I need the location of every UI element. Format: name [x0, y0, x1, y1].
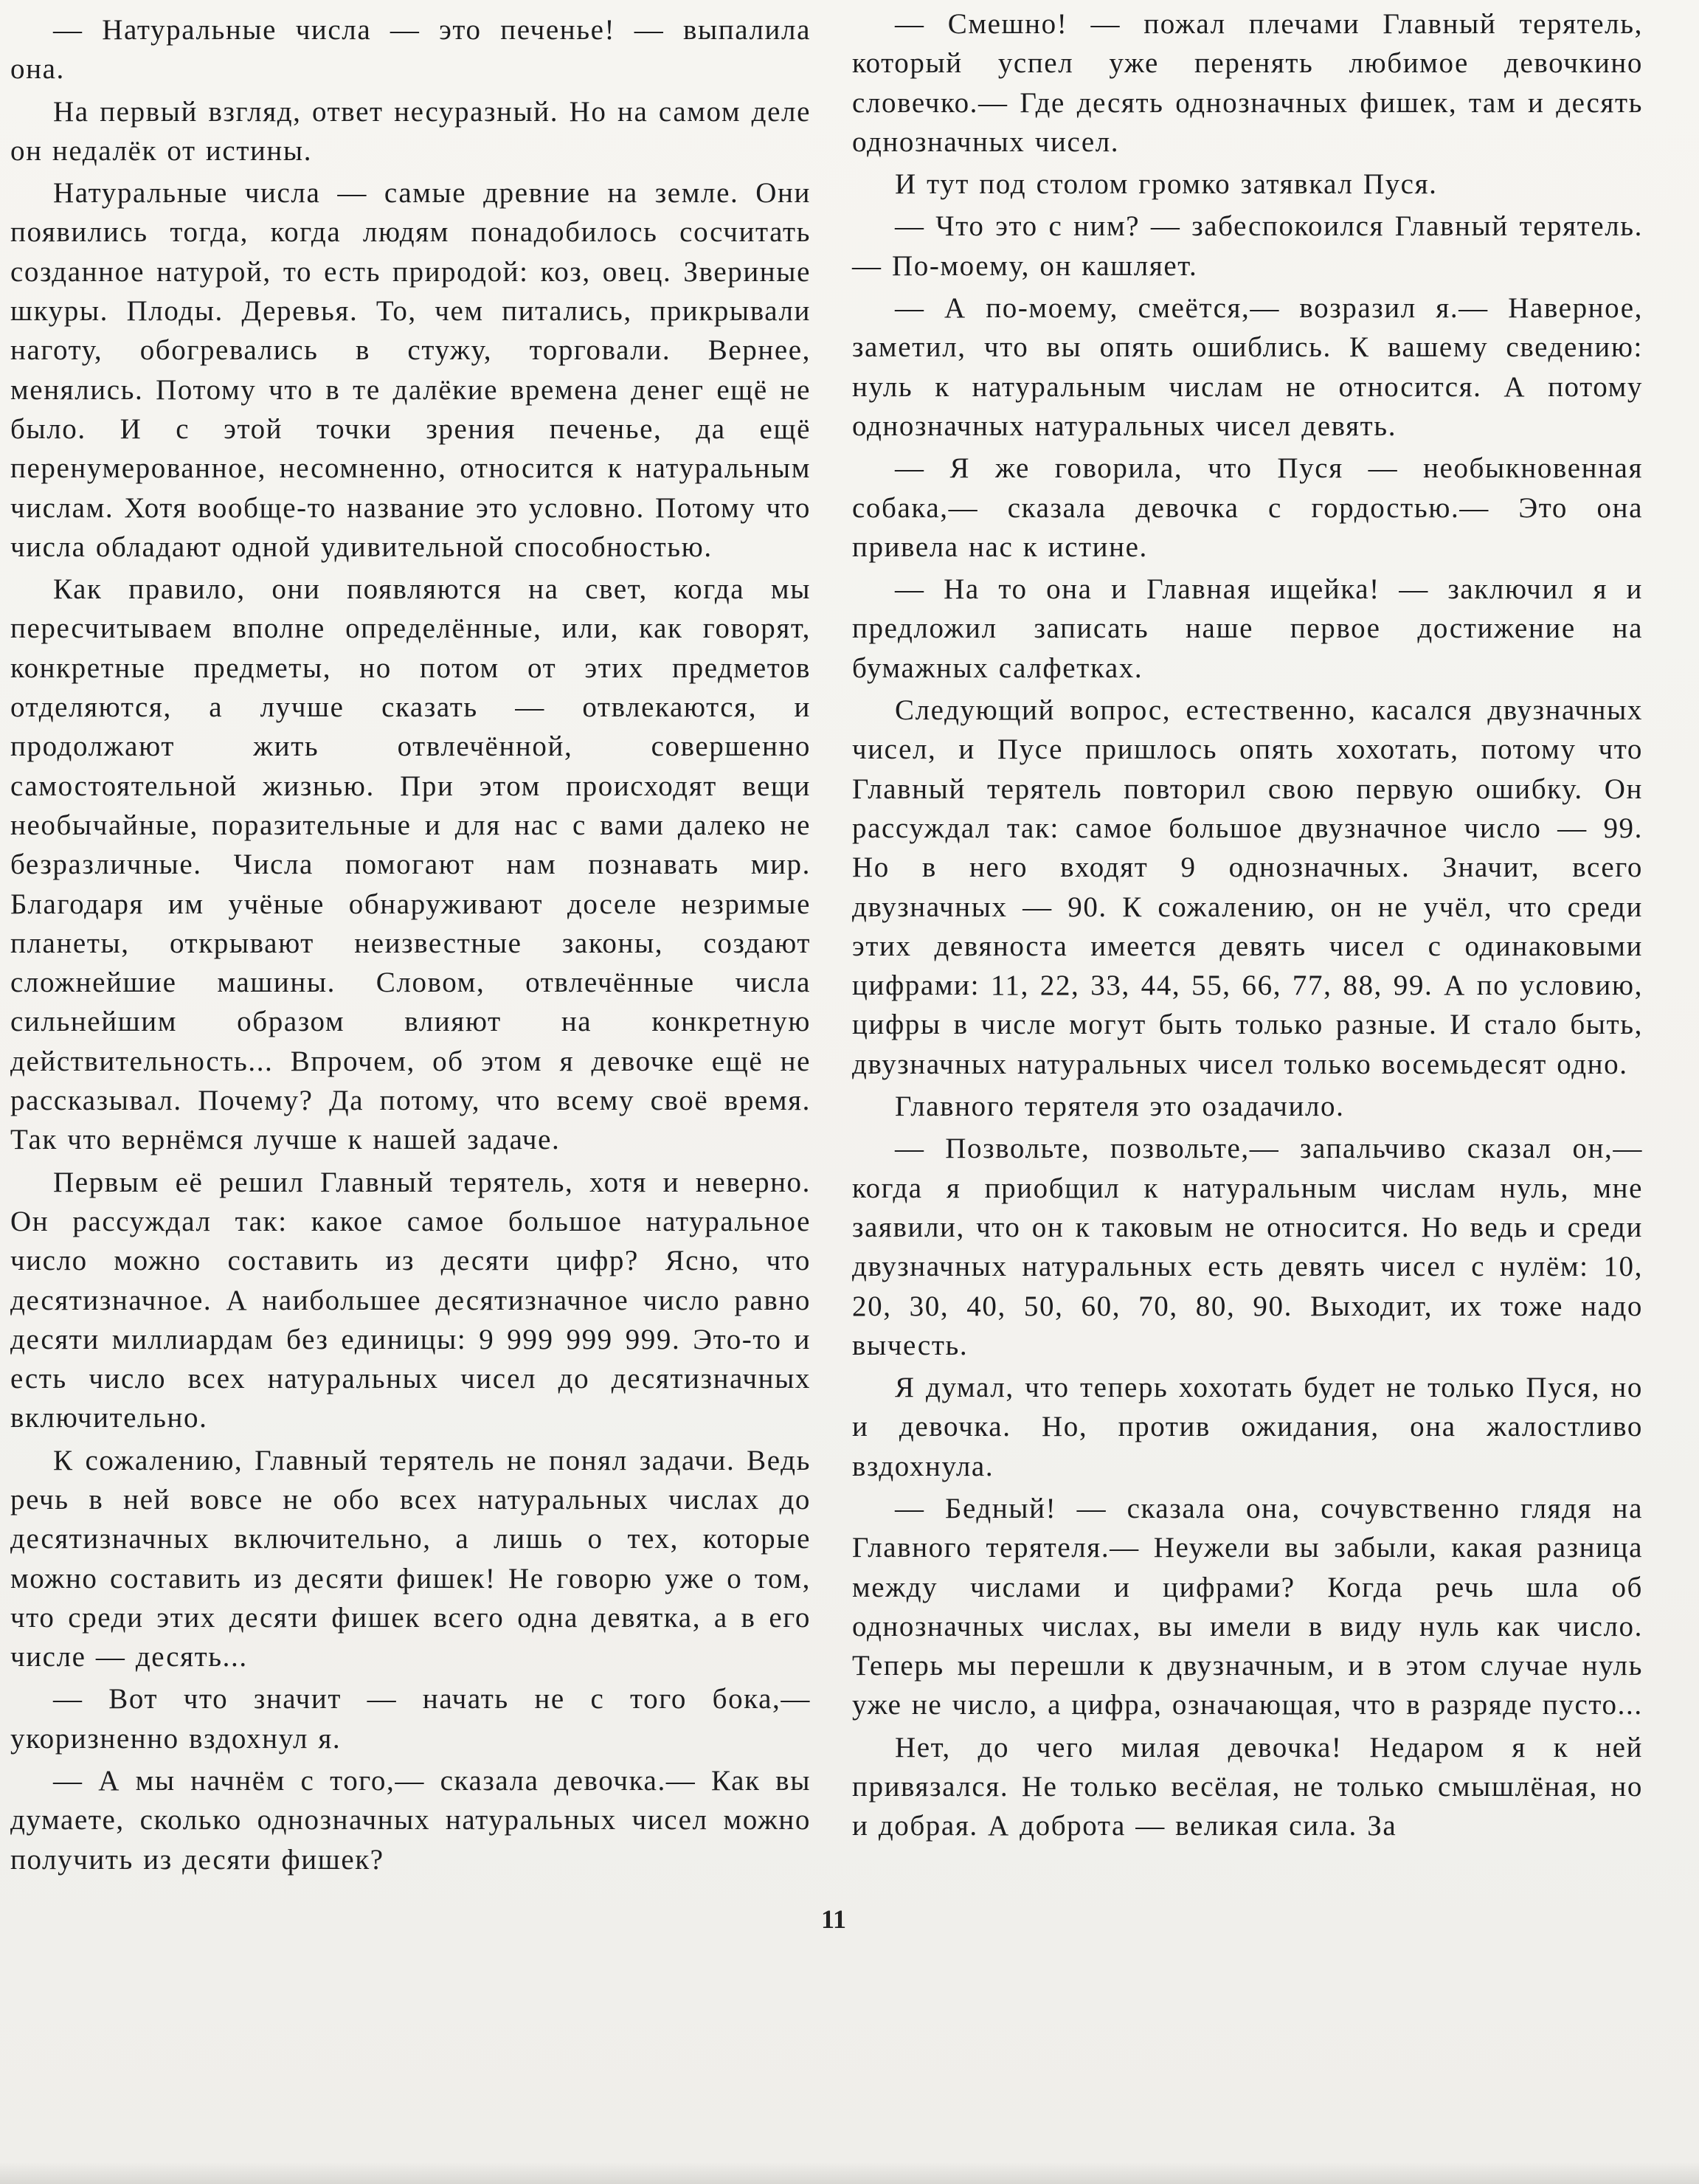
paragraph: Первым её решил Главный терятель, хотя и неверно. Он рассуждал так: какое самое большое натуральное число можно составить из десяти цифр? Ясно, что десятизначное. А наибольшее десятизначное число равно десяти миллиардам без единицы: 9 999 999 999. Это-то и есть число всех натуральных чисел до десятизначных включительно. — [10, 1166, 811, 1434]
paragraph: — Что это с ним? — забеспокоился Главный терятель.— По-моему, он кашляет. — [852, 210, 1643, 282]
paragraph: К сожалению, Главный терятель не понял задачи. Ведь речь в ней вовсе не обо всех натуральных числах до десятизначных включительно, а лишь о тех, которые можно составить из десяти фишек! Не говорю уже о том, что среди этих десяти фишек всего одна девятка, а в его числе — десять... — [10, 1444, 811, 1673]
paragraph: На первый взгляд, ответ несуразный. Но на самом деле он недалёк от истины. — [10, 95, 811, 167]
paragraph: Как правило, они появляются на свет, когда мы пересчитываем вполне определённые, или, как говорят, конкретные предметы, но потом от этих предметов отделяются, а лучше сказать — отвлекаются, и продолжают жить отвлечённой, совершенно самостоятельной жизнью. При этом происходят вещи необычайные, поразительные и для нас с вами далеко не безразличные. Числа помогают нам познавать мир. Благодаря им учёные обнаруживают доселе незримые планеты, открывают неизвестные законы, создают сложнейшие машины. Словом, отвлечённые числа сильнейшим образом влияют на конкретную действительность... Впрочем, об этом я девочке ещё не рассказывал. Почему? Да потому, что всему своё время. Так что вернёмся лучше к нашей задаче. — [10, 573, 811, 1156]
paragraph: — Позвольте, позвольте,— запальчиво сказал он,— когда я приобщил к натуральным числам нуль, мне заявили, что он к таковым не относится. Но ведь и среди двузначных натуральных есть девять чисел с нулём: 10, 20, 30, 40, 50, 60, 70, 80, 90. Выходит, их тоже надо вычесть. — [852, 1133, 1643, 1361]
paragraph: Нет, до чего милая девочка! Недаром я к ней привязался. Не только весёлая, не только смышлёная, но и добрая. А доброта — великая сила. За — [852, 1731, 1643, 1842]
paragraph: Натуральные числа — самые древние на земле. Они появились тогда, когда людям понадобилось сосчитать созданное натурой, то есть природой: коз, овец. Звериные шкуры. Плоды. Деревья. То, чем питались, прикрывали наготу, обогревались в стужу, торговали. Вернее, менялись. Потому что в те далёкие времена денег ещё не было. И с этой точки зрения печенье, да ещё перенумерованное, несомненно, относится к натуральным числам. Хотя вообще-то название это условно. Потому что числа обладают одной удивительной способностью. — [10, 177, 811, 563]
paragraph: Главного терятеля это озадачило. — [895, 1091, 1345, 1123]
paragraph: — Бедный! — сказала она, сочувственно глядя на Главного терятеля.— Неужели вы забыли, какая разница между числами и цифрами? Когда речь шла об однозначных числах, вы имели в виду нуль как число. Теперь мы перешли к двузначным, и в этом случае нуль уже не число, а цифра, означающая, что в разряде пусто... — [852, 1492, 1643, 1721]
paragraph: — Натуральные числа — это печенье! — выпалила она. — [10, 14, 811, 86]
page-number: 11 — [820, 1904, 846, 1934]
page-edge-shadow — [0, 2162, 1699, 2184]
paragraph: — А по-моему, смеётся,— возразил я.— Наверное, заметил, что вы опять ошиблись. К вашему сведению: нуль к натуральным числам не относится. А потому однозначных натуральных чисел девять. — [852, 292, 1643, 442]
paragraph: — А мы начнём с того,— сказала девочка.— Как вы думаете, сколько однозначных натуральных чисел можно получить из десяти фишек? — [10, 1765, 811, 1876]
paragraph: — На то она и Главная ищейка! — заключил я и предложил записать наше первое достижение на бумажных салфетках. — [852, 573, 1643, 684]
paragraph: — Вот что значит — начать не с того бока,— укоризненно вздохнул я. — [10, 1683, 811, 1755]
paragraph: Я думал, что теперь хохотать будет не только Пуся, но и девочка. Но, против ожидания, она жалостливо вздохнула. — [852, 1372, 1643, 1482]
paragraph: — Смешно! — пожал плечами Главный терятель, который успел уже перенять любимое девочкино словечко.— Где десять однозначных фишек, там и десять однозначных чисел. — [852, 8, 1643, 158]
left-text-column — [10, 0, 811, 1882]
paragraph: Следующий вопрос, естественно, касался двузначных чисел, и Пусе пришлось опять хохотать, потому что Главный терятель повторил свою первую ошибку. Он рассуждал так: самое большое двузначное число — 99. Но в него входят 9 однозначных. Значит, всего двузначных — 90. К сожалению, он не учёл, что среди этих девяноста имеется девять чисел с одинаковыми цифрами: 11, 22, 33, 44, 55, 66, 77, 88, 99. А по условию, цифры в числе могут быть только разные. И стало быть, двузначных натуральных чисел только восемьдесят одно. — [852, 694, 1643, 1080]
paragraph: — Я же говорила, что Пуся — необыкновенная собака,— сказала девочка с гордостью.— Это она привела нас к истине. — [852, 452, 1643, 563]
right-text-column — [852, 0, 1643, 1849]
paragraph: И тут под столом громко затявкал Пуся. — [895, 168, 1438, 201]
